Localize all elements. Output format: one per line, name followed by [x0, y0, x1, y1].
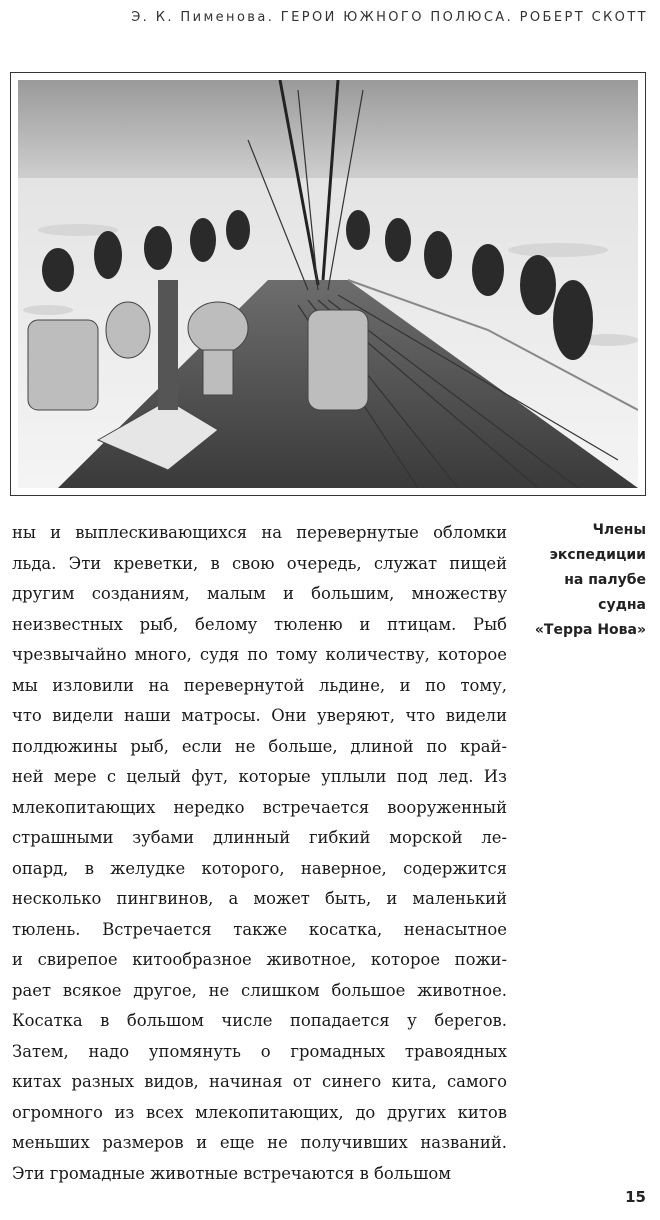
- text-line: что видели наши матросы. Они уверяют, что видели: [12, 706, 507, 725]
- text-line: ней мере с целый фут, которые уплыли под лед. Из: [12, 767, 507, 786]
- text-line: льда. Эти креветки, в свою очередь, служат пищей: [12, 553, 507, 573]
- text-line: Косатка в большом числе попадается у берегов.: [12, 1011, 507, 1030]
- running-head: Э. К. Пименова. ГЕРОИ ЮЖНОГО ПОЛЮСА. РОБЕРТ СКОТТ: [131, 10, 648, 25]
- caption-line: экспедиции: [549, 547, 646, 563]
- text-line: несколько пингвинов, а может быть, и маленький: [12, 889, 507, 908]
- text-line: Затем, надо упомянуть о громадных травоядных: [12, 1041, 507, 1061]
- expedition-photo: [10, 72, 646, 496]
- caption-line: Члены: [592, 522, 646, 538]
- text-line: и свирепое китообразное животное, которое пожи-: [12, 950, 507, 969]
- ship-deck-illustration: [18, 80, 638, 488]
- text-line: неизвестных рыб, белому тюленю и птицам. Рыб: [12, 614, 507, 634]
- page-number: 15: [625, 1188, 646, 1206]
- text-line: меньших размеров и еще не получивших названий.: [12, 1133, 507, 1152]
- caption-line: судна: [598, 597, 646, 613]
- text-line: огромного из всех млекопитающих, до других китов: [12, 1102, 507, 1122]
- text-line: полдюжины рыб, если не больше, длиной по край-: [12, 736, 507, 756]
- text-line: ны и выплескивающихся на перевернутые обломки: [12, 523, 507, 542]
- body-text: [12, 518, 507, 1189]
- text-line: чрезвычайно много, судя по тому количеству, которое: [12, 645, 507, 664]
- text-line: Эти громадные животные встречаются в большом: [12, 1163, 451, 1183]
- text-line: мы изловили на перевернутой льдине, и по тому,: [12, 675, 507, 695]
- text-line: опард, в желудке которого, наверное, содержится: [12, 858, 507, 878]
- caption-line: на палубе: [564, 572, 646, 588]
- text-line: страшными зубами длинный гибкий морской ле-: [12, 828, 507, 847]
- text-line: рает всякое другое, не слишком большое животное.: [12, 980, 507, 1000]
- text-line: млекопитающих нередко встречается вооруженный: [12, 797, 507, 817]
- photo-caption: [506, 518, 646, 643]
- text-line: другим созданиям, малым и большим, множеству: [12, 584, 507, 603]
- text-line: китах разных видов, начиная от синего кита, самого: [12, 1072, 507, 1091]
- caption-line: «Терра Нова»: [534, 622, 646, 638]
- text-line: тюлень. Встречается также косатка, ненасытное: [12, 919, 507, 939]
